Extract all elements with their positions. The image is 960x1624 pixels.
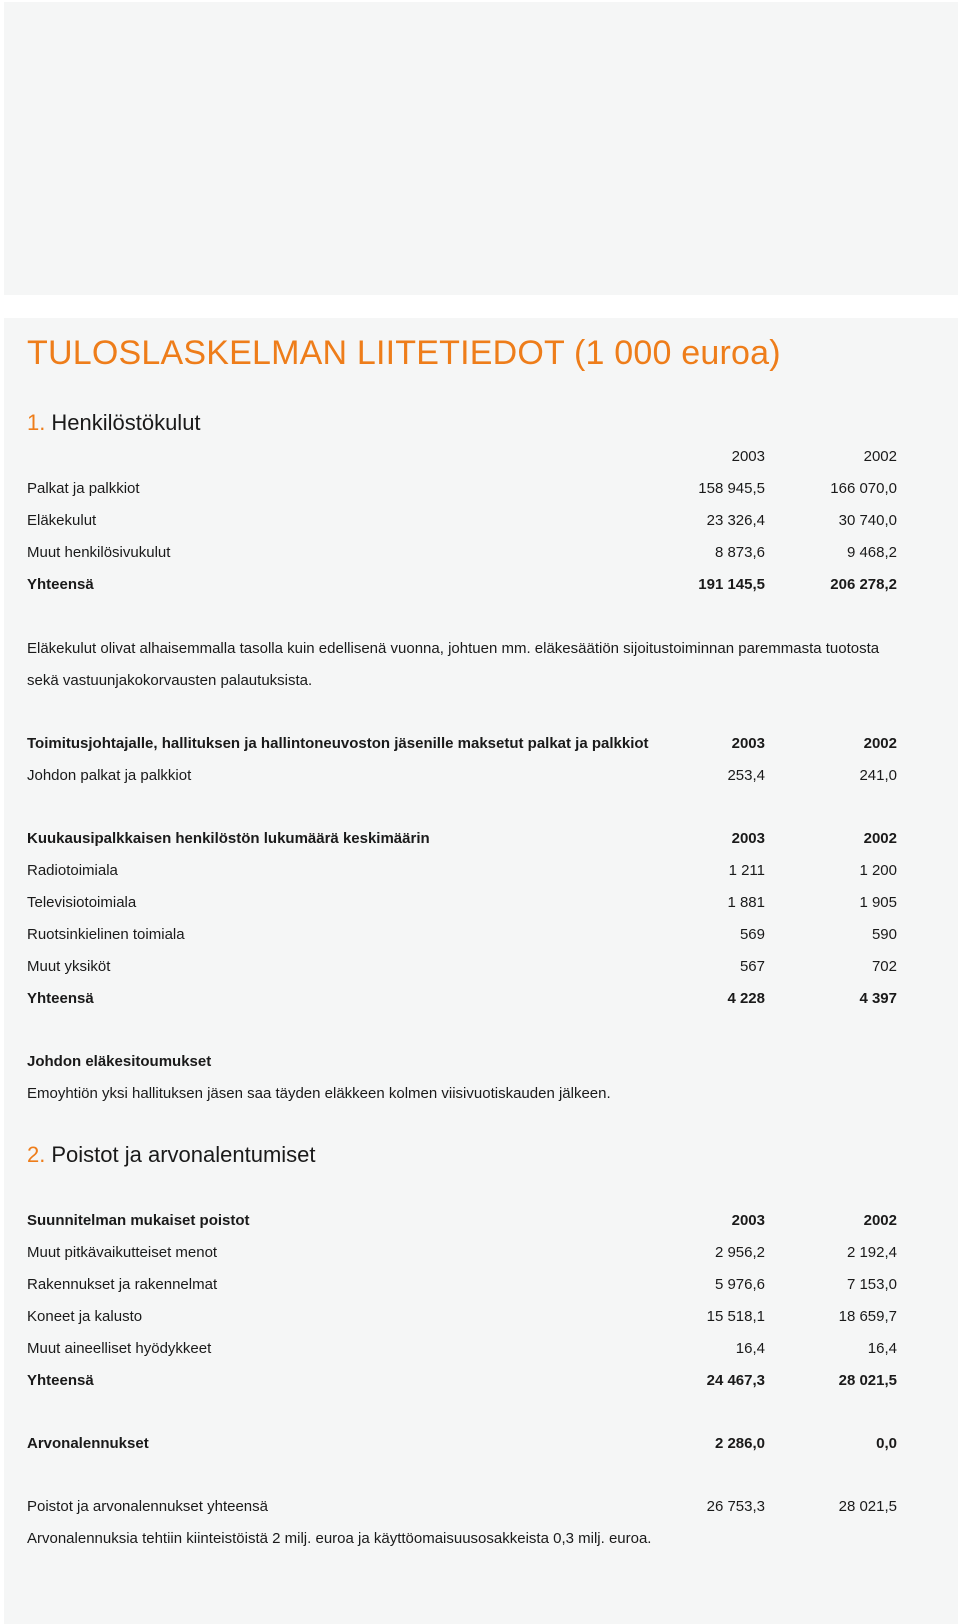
pension-commitments-text: Emoyhtiön yksi hallituksen jäsen saa täyden eläkkeen kolmen viisivuotiskauden jälkeen.	[27, 1085, 611, 1102]
total-row	[27, 1372, 897, 1394]
year-2003: 2003	[731, 448, 765, 465]
table-row	[27, 1244, 897, 1266]
row-label: Muut yksiköt	[27, 958, 111, 975]
value-2003: 5 976,6	[714, 1276, 765, 1293]
table-row	[27, 862, 897, 884]
row-label: Koneet ja kalusto	[27, 1308, 143, 1325]
row-label: Palkat ja palkkiot	[27, 480, 140, 497]
value-2003: 253,4	[727, 767, 765, 784]
section-2-number: 2.	[27, 1142, 46, 1167]
value-2002: 2 192,4	[846, 1244, 897, 1261]
grand-total-row	[27, 1498, 897, 1520]
value-2003: 16,4	[735, 1340, 765, 1357]
value-2003: 158 945,5	[698, 480, 765, 497]
management-heading: Toimitusjohtajalle, hallituksen ja hallintoneuvoston jäsenille maksetut palkat ja palkkiot	[27, 735, 649, 752]
blank-panel	[4, 2, 958, 295]
pension-commitments-heading: Johdon eläkesitoumukset	[27, 1053, 212, 1070]
value-2002: 4 397	[859, 990, 897, 1007]
value-2003: 8 873,6	[714, 544, 765, 561]
section-1-years-row	[27, 448, 897, 470]
year-2003: 2003	[731, 1212, 765, 1229]
table-row	[27, 894, 897, 916]
row-label: Rakennukset ja rakennelmat	[27, 1276, 218, 1293]
section-2-heading	[27, 1142, 316, 1168]
value-2002: 18 659,7	[838, 1308, 897, 1325]
value-2002: 28 021,5	[838, 1372, 897, 1389]
value-2002: 241,0	[859, 767, 897, 784]
value-2003: 1 881	[727, 894, 765, 911]
value-2003: 15 518,1	[706, 1308, 765, 1325]
value-2002: 28 021,5	[838, 1498, 897, 1515]
value-2002: 0,0	[876, 1435, 897, 1452]
row-label: Poistot ja arvonalennukset yhteensä	[27, 1498, 268, 1515]
table-row	[27, 512, 897, 534]
page-title: TULOSLASKELMAN LIITETIEDOT (1 000 euroa)	[27, 334, 781, 372]
row-label: Yhteensä	[27, 1372, 94, 1389]
row-label: Radiotoimiala	[27, 862, 118, 879]
row-label: Muut pitkävaikutteiset menot	[27, 1244, 218, 1261]
year-2003: 2003	[731, 830, 765, 847]
year-2003: 2003	[731, 735, 765, 752]
value-2003: 191 145,5	[698, 576, 765, 593]
value-2002: 1 200	[859, 862, 897, 879]
staff-heading-row	[27, 830, 897, 852]
year-2002: 2002	[863, 1212, 897, 1229]
row-label: Yhteensä	[27, 990, 94, 1007]
value-2002: 166 070,0	[830, 480, 897, 497]
value-2003: 569	[739, 926, 765, 943]
value-2003: 2 286,0	[714, 1435, 765, 1452]
value-2003: 4 228	[727, 990, 765, 1007]
pension-note-line-1: Eläkekulut olivat alhaisemmalla tasolla kuin edellisenä vuonna, johtuen mm. eläkesäätiön sijoitustoiminnan paremmasta tuotosta	[27, 640, 880, 657]
table-row	[27, 1276, 897, 1298]
value-2002: 9 468,2	[846, 544, 897, 561]
table-row	[27, 767, 897, 789]
value-2002: 702	[871, 958, 897, 975]
section-1-number: 1.	[27, 410, 46, 435]
year-2002: 2002	[863, 448, 897, 465]
value-2003: 23 326,4	[706, 512, 765, 529]
year-2002: 2002	[863, 735, 897, 752]
table-row	[27, 926, 897, 948]
row-label: Eläkekulut	[27, 512, 97, 529]
value-2003: 567	[739, 958, 765, 975]
row-label: Ruotsinkielinen toimiala	[27, 926, 185, 943]
section-1-title: Henkilöstökulut	[51, 410, 201, 435]
row-label: Televisiotoimiala	[27, 894, 137, 911]
section-2-title: Poistot ja arvonalentumiset	[51, 1142, 316, 1167]
value-2002: 7 153,0	[846, 1276, 897, 1293]
value-2003: 1 211	[728, 862, 765, 879]
staff-heading: Kuukausipalkkaisen henkilöstön lukumäärä keskimäärin	[27, 830, 430, 847]
row-label: Johdon palkat ja palkkiot	[27, 767, 192, 784]
plan-heading: Suunnitelman mukaiset poistot	[27, 1212, 250, 1229]
impairment-note: Arvonalennuksia tehtiin kiinteistöistä 2 milj. euroa ja käyttöomaisuusosakkeista 0,3 milj. euroa.	[27, 1530, 652, 1547]
pension-note-line-2: sekä vastuunjakokorvausten palautuksista.	[27, 672, 313, 689]
row-label: Yhteensä	[27, 576, 94, 593]
row-label: Muut aineelliset hyödykkeet	[27, 1340, 212, 1357]
value-2002: 590	[871, 926, 897, 943]
total-row	[27, 576, 897, 598]
management-heading-row	[27, 735, 897, 757]
table-row	[27, 1340, 897, 1362]
table-row	[27, 480, 897, 502]
document-sheet	[4, 318, 958, 1624]
value-2003: 26 753,3	[706, 1498, 765, 1515]
value-2002: 206 278,2	[830, 576, 897, 593]
table-row	[27, 544, 897, 566]
section-1-heading	[27, 410, 201, 436]
value-2003: 2 956,2	[714, 1244, 765, 1261]
table-row	[27, 1308, 897, 1330]
row-label: Arvonalennukset	[27, 1435, 149, 1452]
table-row	[27, 958, 897, 980]
value-2002: 30 740,0	[838, 512, 897, 529]
year-2002: 2002	[863, 830, 897, 847]
row-label: Muut henkilösivukulut	[27, 544, 171, 561]
plan-heading-row	[27, 1212, 897, 1234]
impairment-row	[27, 1435, 897, 1457]
value-2002: 16,4	[867, 1340, 897, 1357]
total-row	[27, 990, 897, 1012]
value-2002: 1 905	[859, 894, 897, 911]
value-2003: 24 467,3	[706, 1372, 765, 1389]
